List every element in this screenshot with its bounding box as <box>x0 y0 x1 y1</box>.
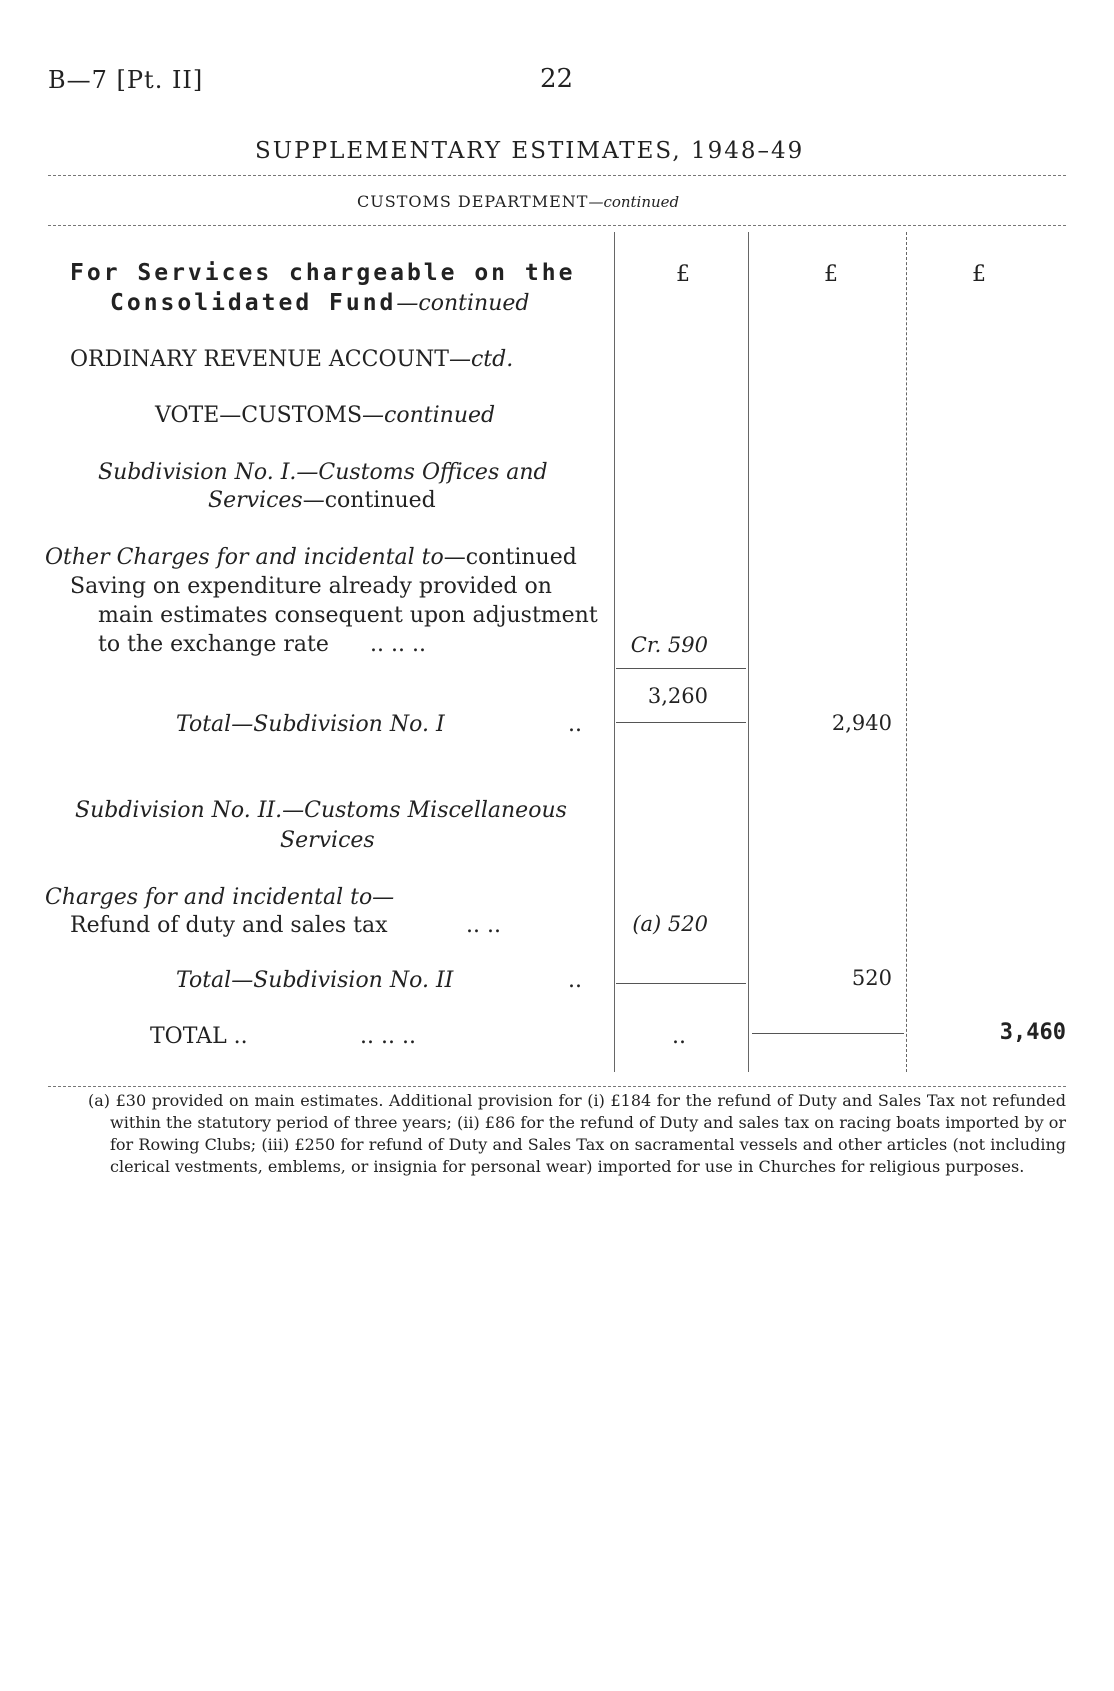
subdivision-2-charges-heading: Charges for and incidental to— <box>45 885 395 910</box>
section-continued: —continued <box>396 291 530 316</box>
grand-total-leaders: .. .. .. <box>360 1024 416 1049</box>
page-number: 22 <box>540 64 574 94</box>
department-name: CUSTOMS DEPARTMENT <box>357 192 589 211</box>
subdivision-2-item-leaders: .. .. <box>466 913 501 938</box>
rule <box>616 668 746 669</box>
divider <box>48 1086 1066 1087</box>
subdivision-1-total-value: 2,940 <box>831 711 892 735</box>
page-title: SUPPLEMENTARY ESTIMATES, 1948–49 <box>255 138 805 164</box>
item-value: Cr. 590 <box>630 633 708 657</box>
item-leaders: .. .. .. <box>370 632 426 657</box>
grand-total-col1: .. <box>672 1024 686 1049</box>
department-heading <box>357 192 679 211</box>
footnote: (a) £30 provided on main estimates. Additional provision for (i) £184 for the refund of Duty and Sales Tax not refunded within the statutory period of three years; (ii) £86 for the refund of Duty and sales tax on racing boats imported by or for Rowing Clubs; (iii) £250 for refund of Duty and Sales Tax on sacramental vessels and other articles (not including clerical vestments, emblems, or insignia for personal wear) imported for use in Churches for religious purposes. <box>88 1091 1066 1176</box>
account-continued: —ctd. <box>448 347 514 372</box>
column-rule <box>906 232 907 1072</box>
charges-heading <box>45 545 577 570</box>
subdivision-1-services: Services <box>208 488 303 513</box>
section-heading-line1: For Services chargeable on the <box>70 260 576 286</box>
rule <box>752 1033 904 1034</box>
department-continued: —continued <box>588 193 680 211</box>
subdivision-2-heading: Subdivision No. II.—Customs Miscellaneous <box>75 798 567 823</box>
subdivision-1-heading-line2 <box>208 488 436 513</box>
divider <box>48 175 1066 176</box>
column-rule <box>748 232 749 1072</box>
section-heading-line2 <box>110 290 529 316</box>
charges-heading-continued: —continued <box>443 545 577 570</box>
item-line-1: Saving on expenditure already provided on <box>70 574 552 599</box>
vote-heading <box>155 403 495 428</box>
column-header-3: £ <box>972 262 986 287</box>
document-reference: B—7 [Pt. II] <box>48 66 204 94</box>
vote-continued: —continued <box>362 403 496 428</box>
account-name: ORDINARY REVENUE ACCOUNT <box>70 347 449 372</box>
total-leaders: .. <box>568 712 582 737</box>
rule <box>616 722 746 723</box>
subdivision-1-continued: —continued <box>302 488 436 513</box>
subdivision-2-heading-line2: Services <box>280 828 375 853</box>
rule <box>616 983 746 984</box>
column-header-2: £ <box>824 262 838 287</box>
subdivision-2-total-label: Total—Subdivision No. II <box>176 968 454 993</box>
account-heading <box>70 347 513 372</box>
column-header-1: £ <box>676 262 690 287</box>
subdivision-2-item-value: (a) 520 <box>632 912 708 936</box>
subdivision-2-total-leaders: .. <box>568 968 582 993</box>
divider <box>48 225 1066 226</box>
charges-heading-text: Other Charges for and incidental to <box>45 545 444 570</box>
subdivision-2-total-value: 520 <box>851 966 892 990</box>
subtotal-value: 3,260 <box>647 684 708 708</box>
grand-total-label: TOTAL .. <box>150 1024 248 1049</box>
subdivision-2-item: Refund of duty and sales tax <box>70 913 388 938</box>
vote-name: VOTE—CUSTOMS <box>155 403 363 428</box>
subdivision-1-heading: Subdivision No. I.—Customs Offices and <box>98 460 548 485</box>
item-line-3: to the exchange rate <box>98 632 329 657</box>
section-fund: Consolidated Fund <box>110 290 397 316</box>
item-line-2: main estimates consequent upon adjustment <box>98 603 598 628</box>
grand-total-value: 3,460 <box>999 1020 1066 1045</box>
subdivision-1-total-label: Total—Subdivision No. I <box>176 712 445 737</box>
